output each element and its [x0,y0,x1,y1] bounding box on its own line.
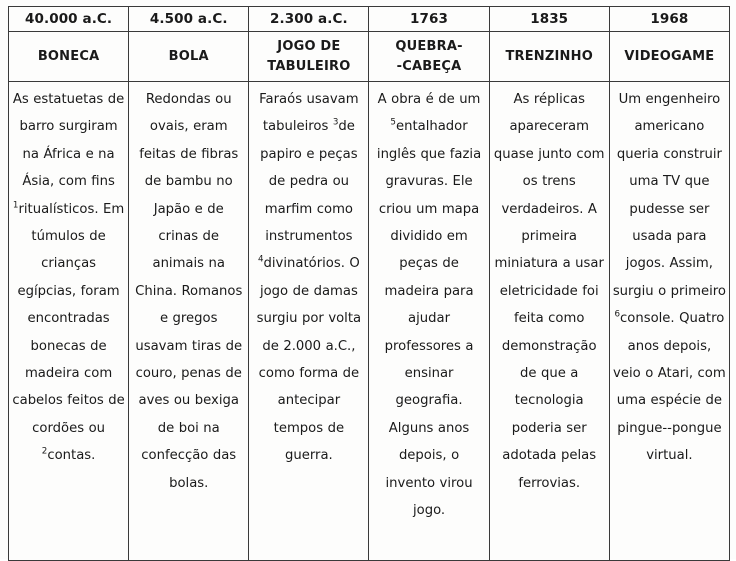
footnote-marker: 2 [41,446,48,457]
name-label-4 [371,37,486,77]
footnote-marker: 5 [390,118,396,129]
date-cell-6 [609,7,729,32]
name-line: JOGO DE [277,38,341,54]
date-cell-5 [489,7,609,32]
date-label-5: 1835 [530,10,569,27]
description-cell-2 [129,82,249,561]
footnote-marker: 3 [332,118,339,129]
name-label-6 [612,47,727,67]
date-label-6: 1968 [650,10,689,27]
description-text-2: Redondas ou ovais, eram feitas de fibras de bambu no Japão e de crinas de animais na China. Romanos e gregos usavam tiras de couro, penas de aves ou bexiga de boi na confecção das bolas. [135,92,243,491]
name-cell-4 [369,32,489,82]
footnote-marker: 4 [257,255,264,266]
description-cell-5 [489,82,609,561]
description-text-4: A obra é de um $^5$entalhador inglês que fazia gravuras. Ele criou um mapa dividido em peças de madeira para ajudar professores a ensinar geografia. Alguns anos depois, o invento virou jogo. [376,92,482,519]
date-label-4: 1763 [410,10,449,27]
name-line: -CABEÇA [396,58,462,74]
description-cell-4 [369,82,489,561]
table-row-dates [9,7,730,32]
description-text-6: Um engenheiro americano queria construir uma TV que pudesse ser usada para jogos. Assim, surgiu o primeiro $^6$console. Quatro anos depois, veio o Atari, com uma espécie de pingue--pongue virtual. [612,92,726,464]
date-label-3: 2.300 a.C. [270,10,348,27]
name-label-3 [251,37,366,77]
table-row-descriptions [9,82,730,561]
description-cell-6 [609,82,729,561]
description-text-5: As réplicas apareceram quase junto com os trens verdadeiros. A primeira miniatura a usar eletricidade foi feita como demonstração de que a tecnologia poderia ser adotada pelas ferrovias. [493,92,605,491]
name-line: BONECA [37,48,100,64]
description-text-3: Faraós usavam tabuleiros $^3$de papiro e peças de pedra ou marfim como instrumentos $^4$divinatórios. O jogo de damas surgiu por volta de 2.000 a.C., como forma de antecipar tempos de guerra. [256,92,362,464]
name-cell-1 [9,32,129,82]
name-label-2 [131,47,246,67]
description-text-1: As estatuetas de barro surgiram na África e na Ásia, com fins $^1$ritualísticos. Em túmulos de crianças egípcias, foram encontradas bonecas de madeira com cabelos feitos de cordões ou $^2$contas. [12,92,125,464]
date-label-1: 40.000 a.C. [24,10,113,27]
name-line: VIDEOGAME [624,48,715,64]
table-row-names [9,32,730,82]
name-cell-5 [489,32,609,82]
description-cell-3 [249,82,369,561]
name-cell-3 [249,32,369,82]
name-label-1 [11,47,126,67]
toy-history-timeline-table [8,6,730,561]
date-cell-4 [369,7,489,32]
footnote-marker: 6 [614,309,621,320]
name-line: TRENZINHO [505,48,593,64]
name-line: TABULEIRO [267,58,351,74]
footnote-marker: 1 [12,200,19,211]
date-cell-2 [129,7,249,32]
name-cell-6 [609,32,729,82]
date-label-2: 4.500 a.C. [149,10,228,27]
date-cell-3 [249,7,369,32]
date-cell-1 [9,7,129,32]
name-cell-2 [129,32,249,82]
name-label-5 [492,47,607,67]
name-line: BOLA [168,48,209,64]
name-line: QUEBRA- [395,38,463,54]
description-cell-1 [9,82,129,561]
